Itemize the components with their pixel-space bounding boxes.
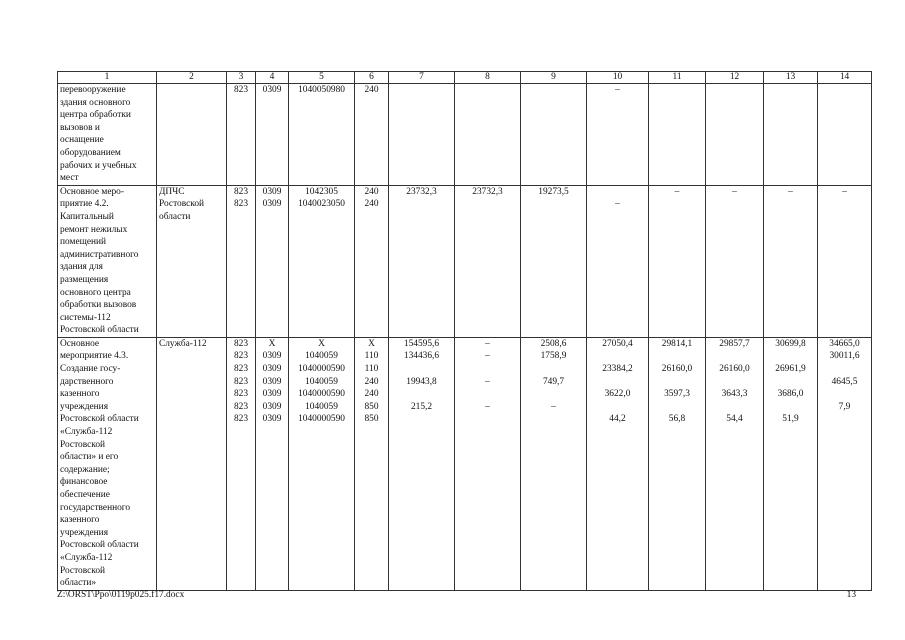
header-cell: 11 bbox=[649, 72, 706, 84]
value-line: 4645,5 bbox=[831, 376, 858, 387]
description-line: казенного bbox=[60, 515, 100, 526]
value-line bbox=[651, 401, 703, 414]
value-cell bbox=[227, 185, 256, 337]
value-cell bbox=[764, 185, 818, 337]
value-cell bbox=[764, 84, 818, 186]
value-line: 19943,8 bbox=[406, 376, 437, 387]
header-cell: 12 bbox=[706, 72, 764, 84]
executor-cell bbox=[157, 84, 227, 186]
value-line bbox=[523, 363, 584, 376]
value-cell bbox=[455, 185, 521, 337]
header-cell: 8 bbox=[455, 72, 521, 84]
value-line: 823 bbox=[233, 85, 249, 95]
description-line: Основное bbox=[60, 338, 100, 349]
table-row bbox=[58, 84, 872, 186]
value-line bbox=[651, 350, 703, 363]
value-line: 240 bbox=[364, 186, 379, 197]
description-line: Ростовской области bbox=[60, 414, 139, 425]
value-line: – bbox=[485, 338, 490, 349]
value-cell bbox=[587, 84, 649, 186]
description-line: области» bbox=[60, 578, 97, 589]
description-line: основного центра bbox=[60, 287, 131, 298]
description-line: ремонт нежилых bbox=[60, 224, 128, 235]
header-cell: 14 bbox=[818, 72, 872, 84]
value-line bbox=[766, 198, 815, 211]
value-line: 0309 bbox=[262, 389, 282, 400]
document-table bbox=[57, 71, 872, 591]
value-cell bbox=[289, 84, 355, 186]
value-line bbox=[391, 198, 452, 211]
value-line bbox=[589, 186, 646, 199]
value-cell bbox=[649, 84, 706, 186]
value-line bbox=[523, 388, 584, 401]
value-line: Х bbox=[368, 338, 375, 349]
value-cell bbox=[818, 185, 872, 337]
value-cell bbox=[649, 337, 706, 590]
description-line: рабочих и учебных bbox=[60, 160, 137, 171]
value-line: – bbox=[485, 351, 490, 362]
value-line: 1758,9 bbox=[540, 351, 567, 362]
description-line: мест bbox=[60, 173, 79, 184]
value-cell bbox=[389, 337, 455, 590]
value-line: 29814,1 bbox=[661, 338, 693, 349]
value-line bbox=[457, 363, 518, 376]
value-line: 3622,0 bbox=[604, 389, 631, 400]
value-cell bbox=[455, 84, 521, 186]
executor-line: области bbox=[159, 211, 191, 222]
value-line: 0309 bbox=[262, 351, 282, 362]
description-line: Ростовской bbox=[60, 439, 106, 450]
value-line bbox=[766, 350, 815, 363]
value-line: 56,8 bbox=[668, 414, 686, 425]
value-line bbox=[766, 401, 815, 414]
value-line bbox=[820, 198, 869, 211]
description-line: учреждения bbox=[60, 527, 109, 538]
executor-line: Ростовской bbox=[159, 199, 205, 210]
header-cell: 2 bbox=[157, 72, 227, 84]
value-line bbox=[820, 388, 869, 401]
value-line: 26160,0 bbox=[719, 364, 750, 375]
value-line: 823 bbox=[233, 338, 249, 349]
value-line: 0309 bbox=[262, 186, 282, 197]
description-line: финансовое bbox=[60, 477, 108, 488]
description-line: «Служба-112 bbox=[60, 552, 113, 563]
value-line: 1040000590 bbox=[298, 389, 345, 400]
description-line: обеспечение bbox=[60, 490, 110, 500]
description-line: государственного bbox=[60, 502, 131, 513]
value-line: – bbox=[485, 376, 490, 387]
value-line bbox=[391, 84, 452, 97]
value-cell bbox=[649, 185, 706, 337]
value-line: 2508,6 bbox=[540, 338, 567, 349]
measure-description bbox=[58, 337, 157, 590]
value-line: 154595,6 bbox=[403, 338, 440, 349]
value-line: 240 bbox=[364, 389, 379, 400]
value-line: – bbox=[551, 401, 556, 412]
value-line: – bbox=[842, 186, 847, 197]
value-line bbox=[457, 198, 518, 211]
value-line: 1040000590 bbox=[298, 364, 345, 375]
value-line: 1040059 bbox=[305, 401, 338, 412]
value-line bbox=[708, 376, 761, 389]
value-cell bbox=[227, 84, 256, 186]
value-line: – bbox=[615, 199, 620, 210]
value-line bbox=[651, 376, 703, 389]
footer-file-path: Z:\ORST\Ppo\0119p025.f17.docx bbox=[57, 590, 185, 600]
value-line bbox=[820, 84, 869, 97]
value-line: 27050,4 bbox=[602, 338, 633, 349]
value-line: 823 bbox=[233, 364, 249, 375]
measure-description bbox=[58, 185, 157, 337]
value-line bbox=[391, 388, 452, 401]
value-line: 30699,8 bbox=[775, 338, 806, 349]
value-line: 34665,0 bbox=[829, 338, 860, 349]
value-line: 26160,0 bbox=[661, 364, 693, 375]
value-line: 23732,3 bbox=[472, 186, 503, 197]
value-line: – bbox=[615, 85, 620, 95]
value-line: 54,4 bbox=[726, 414, 743, 425]
value-cell bbox=[818, 84, 872, 186]
value-cell bbox=[355, 337, 389, 590]
value-cell bbox=[764, 337, 818, 590]
executor-line: ДПЧС bbox=[159, 186, 185, 197]
description-line: размещения bbox=[60, 274, 109, 285]
description-line: здания основного bbox=[60, 97, 131, 108]
value-cell bbox=[587, 337, 649, 590]
value-line bbox=[457, 413, 518, 426]
header-cell: 4 bbox=[256, 72, 289, 84]
value-line bbox=[589, 401, 646, 414]
value-line bbox=[766, 376, 815, 389]
value-line: 51,9 bbox=[782, 414, 799, 425]
value-line bbox=[457, 388, 518, 401]
value-line: 0309 bbox=[262, 364, 282, 375]
value-line: 1040050980 bbox=[298, 85, 345, 95]
executor-line: Служба-112 bbox=[159, 338, 207, 349]
value-line: 215,2 bbox=[410, 401, 433, 412]
value-cell bbox=[706, 337, 764, 590]
value-cell bbox=[455, 337, 521, 590]
value-line: 1042305 bbox=[305, 186, 338, 197]
value-line: 1040000590 bbox=[298, 414, 345, 425]
value-line: – bbox=[674, 186, 680, 197]
description-line: казенного bbox=[60, 389, 100, 400]
value-line: 23732,3 bbox=[406, 186, 437, 197]
description-line: обработки вызовов bbox=[60, 300, 137, 311]
value-cell bbox=[256, 337, 289, 590]
value-line: 1040059 bbox=[305, 351, 338, 362]
value-cell bbox=[521, 337, 587, 590]
description-line: Ростовской области bbox=[60, 325, 139, 336]
description-line: Создание госу- bbox=[60, 364, 121, 375]
value-line: – bbox=[732, 186, 737, 197]
value-line: 23384,2 bbox=[602, 364, 633, 375]
value-line: – bbox=[485, 401, 490, 412]
value-line: 0309 bbox=[262, 401, 282, 412]
description-line: Капитальный bbox=[60, 211, 114, 222]
value-cell bbox=[355, 84, 389, 186]
value-line: 19273,5 bbox=[538, 186, 569, 197]
value-cell bbox=[256, 185, 289, 337]
value-line: 110 bbox=[364, 364, 379, 375]
value-line bbox=[766, 84, 815, 97]
description-line: перевооружение bbox=[60, 85, 126, 95]
value-cell bbox=[256, 84, 289, 186]
description-line: области» и его bbox=[60, 452, 119, 463]
value-line: 3597,3 bbox=[664, 389, 690, 400]
value-line: 0309 bbox=[262, 376, 282, 387]
value-line: 749,7 bbox=[542, 376, 565, 387]
value-line: 823 bbox=[233, 401, 249, 412]
value-line: 0309 bbox=[262, 85, 282, 95]
measure-description bbox=[58, 84, 157, 186]
description-line: здания для bbox=[60, 262, 103, 273]
description-line: «Служба-112 bbox=[60, 427, 113, 438]
value-cell bbox=[818, 337, 872, 590]
value-line: 110 bbox=[364, 351, 379, 362]
value-line: Х bbox=[318, 338, 325, 349]
header-cell: 1 bbox=[58, 72, 157, 84]
description-line: центра обработки bbox=[60, 110, 131, 121]
page-number: 13 bbox=[846, 590, 856, 600]
value-line: 240 bbox=[364, 199, 379, 210]
header-cell: 7 bbox=[389, 72, 455, 84]
description-line: Ростовской bbox=[60, 565, 106, 576]
value-cell bbox=[227, 337, 256, 590]
value-cell bbox=[389, 84, 455, 186]
value-cell bbox=[706, 84, 764, 186]
value-line bbox=[523, 413, 584, 426]
description-line: мероприятие 4.3. bbox=[60, 351, 129, 362]
description-line: Ростовской области bbox=[60, 540, 139, 551]
value-line: 850 bbox=[364, 401, 379, 412]
value-line: Х bbox=[268, 338, 276, 349]
value-line bbox=[523, 198, 584, 211]
value-line: 0309 bbox=[262, 199, 282, 210]
value-line bbox=[457, 84, 518, 97]
header-cell: 9 bbox=[521, 72, 587, 84]
value-cell bbox=[355, 185, 389, 337]
value-line: 44,2 bbox=[609, 414, 626, 425]
value-line bbox=[708, 198, 761, 211]
description-line: оборудованием bbox=[60, 147, 121, 158]
value-line bbox=[589, 376, 646, 389]
table-row bbox=[58, 185, 872, 337]
table-row bbox=[58, 337, 872, 590]
executor-cell bbox=[157, 185, 227, 337]
description-line: системы-112 bbox=[60, 312, 111, 323]
description-line: учреждения bbox=[60, 401, 109, 412]
value-line: 26961,9 bbox=[775, 364, 806, 375]
value-line bbox=[708, 350, 761, 363]
value-cell bbox=[289, 185, 355, 337]
value-line: 29857,7 bbox=[719, 338, 750, 349]
value-line bbox=[391, 363, 452, 376]
value-line: 134436,6 bbox=[403, 351, 440, 362]
value-line: 0309 bbox=[262, 414, 282, 425]
value-cell bbox=[289, 337, 355, 590]
value-line bbox=[708, 84, 761, 97]
description-line: дарственного bbox=[60, 376, 114, 387]
value-line: 850 bbox=[364, 414, 379, 425]
description-line: Основное меро- bbox=[60, 186, 124, 197]
value-line: 30011,6 bbox=[829, 351, 860, 362]
value-line bbox=[651, 198, 703, 211]
value-cell bbox=[521, 185, 587, 337]
value-line: – bbox=[788, 186, 793, 197]
value-cell bbox=[587, 185, 649, 337]
value-line bbox=[820, 413, 869, 426]
value-line: 240 bbox=[364, 85, 379, 95]
description-line: содержание; bbox=[60, 464, 110, 475]
value-line: 823 bbox=[233, 351, 249, 362]
value-line: 823 bbox=[233, 389, 249, 400]
description-line: оснащение bbox=[60, 135, 104, 146]
value-line: 823 bbox=[233, 199, 249, 210]
value-cell bbox=[389, 185, 455, 337]
value-line: 7,9 bbox=[838, 401, 851, 412]
header-cell: 10 bbox=[587, 72, 649, 84]
value-line: 240 bbox=[364, 376, 379, 387]
header-cell: 3 bbox=[227, 72, 256, 84]
value-line: 3643,3 bbox=[721, 389, 748, 400]
header-cell: 6 bbox=[355, 72, 389, 84]
value-line: 823 bbox=[233, 376, 249, 387]
header-cell: 5 bbox=[289, 72, 355, 84]
value-line bbox=[820, 363, 869, 376]
value-line bbox=[391, 413, 452, 426]
value-line: 1040059 bbox=[305, 376, 338, 387]
value-line: 823 bbox=[233, 414, 249, 425]
value-line: 3686,0 bbox=[777, 389, 804, 400]
value-cell bbox=[521, 84, 587, 186]
value-line bbox=[651, 84, 703, 97]
header-row bbox=[58, 72, 872, 84]
executor-cell bbox=[157, 337, 227, 590]
value-line: 1040023050 bbox=[298, 199, 345, 210]
description-line: вызовов и bbox=[60, 122, 100, 133]
description-line: приятие 4.2. bbox=[60, 199, 109, 210]
value-line bbox=[708, 401, 761, 414]
value-line bbox=[523, 84, 584, 97]
value-line bbox=[589, 350, 646, 363]
description-line: помещений bbox=[60, 237, 107, 248]
value-line: 823 bbox=[233, 186, 249, 197]
value-cell bbox=[706, 185, 764, 337]
description-line: административного bbox=[60, 249, 139, 260]
header-cell: 13 bbox=[764, 72, 818, 84]
